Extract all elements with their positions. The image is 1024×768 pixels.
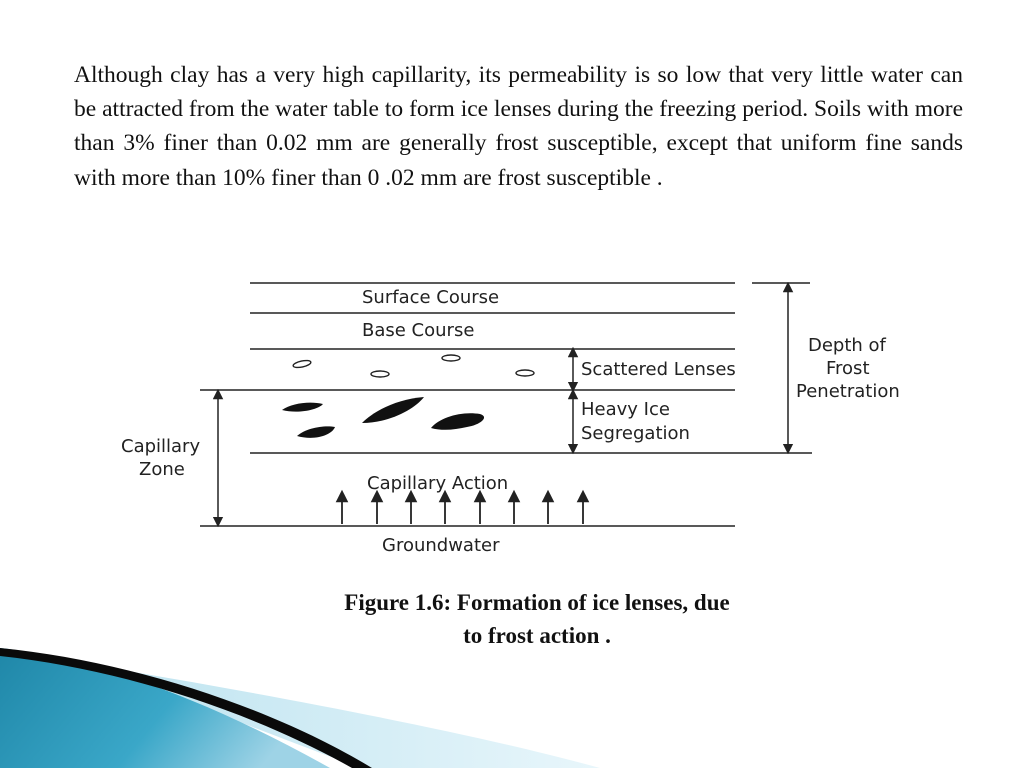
depth-of-frost-label-line3: Penetration — [796, 381, 900, 402]
capillary-action-label: Capillary Action — [367, 473, 509, 494]
heavy-ice-label-line2: Segregation — [581, 423, 690, 444]
figure-caption-line2: to frost action . — [463, 623, 611, 648]
figure-caption-line1: Figure 1.6: Formation of ice lenses, due — [344, 590, 730, 615]
scattered-lenses-label: Scattered Lenses — [581, 359, 736, 380]
body-paragraph: Although clay has a very high capillarity, its permeability is so low that very little water can be attracted from the water table to form ice lenses during the freezing period. Soils with more than 3% finer than 0.02 mm are generally frost susceptible, except that uniform fine sands with more than 10% finer than 0 .02 mm are frost susceptible . — [74, 62, 963, 191]
capillary-zone-label-line2: Zone — [139, 459, 185, 480]
depth-of-frost-label-line2: Frost — [826, 358, 870, 379]
surface-course-label: Surface Course — [362, 287, 500, 308]
heavy-ice-label-line1: Heavy Ice — [581, 399, 670, 420]
depth-of-frost-label-line1: Depth of — [808, 335, 886, 356]
capillary-zone-label-line1: Capillary — [121, 436, 201, 457]
base-course-label: Base Course — [362, 320, 475, 341]
groundwater-label: Groundwater — [382, 535, 500, 556]
